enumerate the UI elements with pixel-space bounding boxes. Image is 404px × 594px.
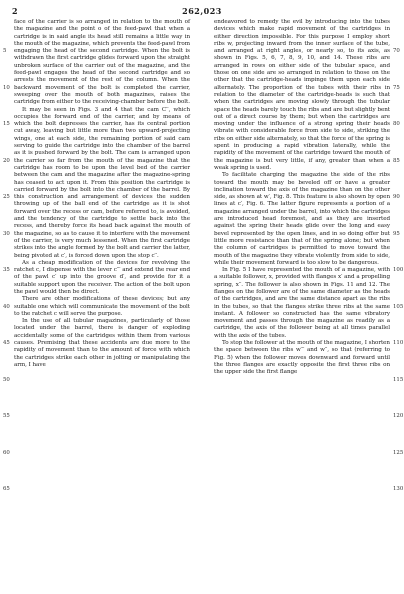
paragraph: To stop the follower at the mouth of the magazine, I shorten the space between the ribs w′′′ and w′′, so that (referring to Fig. 5) when the follower moves downward and forward until the three flanges are exactly opposite the first three ribs on the upper side the first flange xyxy=(214,340,390,376)
line-number: 45 xyxy=(3,340,10,346)
line-number: 125 xyxy=(393,450,404,456)
paragraph: In the use of all tubular magazines, particularly of those located under the barrel, there is danger of exploding accidentally some of the cartridges within them from various causes. Premising that these accidents are due more to the rapidity of movement than to the amount of force with which the cartridges strike each other in jolting or manipulating the arm, I have xyxy=(14,318,190,368)
paragraph: To facilitate charging the magazine the side of the ribs toward the mouth may be beveled off or have a greater inclination toward the axis of the magazine than on the other side, as shown at w′, Fig. 8. This feature is also shown by open lines at c′, Fig. 6. The latter figure represents a portion of a magazine arranged under the barrel, into which the cartridges are introduced head foremost, and as they are inserted against the spring their heads glide over the long and easy bevel represented by the open lines, and in so doing offer but little more resistance than that of the spring alone; but when the column of cartridges is permitted to move toward the mouth of the magazine they vibrate violently from side to side, while their movement forward is too slow to be dangerous. xyxy=(214,172,390,266)
line-number: 60 xyxy=(3,450,10,456)
paragraph: In Fig. 5 I have represented the mouth of a magazine, with a suitable follower, x, provided with flanges x′ and a propelling spring, x′′. The follower is also shown in Figs. 11 and 12. The flanges on the follower are of the same diameter as the heads of the cartridges, and are the same distance apart as the ribs in the tubes, so that the flanges strike three ribs at the same instant. A follower so constructed has the same vibratory movement and passes through the magazine as readily as a cartridge, the axis of the follower being at all times parallel with the axis of the tubes. xyxy=(214,267,390,339)
line-number: 5 xyxy=(3,48,7,54)
line-number: 110 xyxy=(393,340,404,346)
line-number: 55 xyxy=(3,413,10,419)
line-number: 20 xyxy=(3,158,10,164)
paragraph: There are other modifications of these devices; but any suitable one which will communicate the movement of the bolt to the ratchet c will serve the purpose. xyxy=(14,296,190,317)
paragraph: face of the carrier is so arranged in relation to the mouth of the magazine and the point o of the feed-pawl that when a cartridge is in said angle its head still remains a little way in the mouth of the magazine, which prevents the feed-pawl from engaging the head of the second cartridge. When the bolt is withdrawn the first cartridge glides forward upon the straight unbroken surface of the carrier out of the magazine, and the feed-pawl engages the head of the second cartridge and so arrests the movement of the rest of the column. When the backward movement of the bolt is completed the carrier, sweeping over the mouth of both magazines, raises the cartridge from either to the receiving-chamber before the bolt. xyxy=(14,19,190,106)
line-number: 90 xyxy=(393,194,400,200)
line-number: 10 xyxy=(3,85,10,91)
line-number: 95 xyxy=(393,231,400,237)
line-number: 80 xyxy=(393,121,400,127)
line-number: 120 xyxy=(393,413,404,419)
line-number: 75 xyxy=(393,85,400,91)
line-number: 30 xyxy=(3,231,10,237)
line-number: 130 xyxy=(393,486,404,492)
paragraph: It may be seen in Figs. 3 and 4 that the cam C′′, which occupies the forward end of the carrier, and by means of which the bolt depresses the carrier, has its central portion cut away, leaving but little more than two upward-projecting wings, one at each side, the remaining portion of said cam serving to guide the cartridge into the chamber of the barrel as it is pushed forward by the bolt. The cam is arranged upon the carrier so far from the mouth of the magazine that the cartridge has room to be upon the level bed of the carrier between the cam and the magazine after the magazine-spring has ceased to act upon it. From this position the cartridge is carried forward by the bolt into the chamber of the barrel. By this construction and arrangement of devices the sudden throwing up of the ball end of the cartridge as it is shot forward over the recess or cam, before referred to, is avoided, and the tendency of the cartridge to settle back into the recess, and thereby force its head back against the mouth of the magazine, so as to cause it to interfere with the movement of the carrier, is very much lessened. When the first cartridge strikes into the angle formed by the bolt and carrier the latter, being pivoted at c′, is forced down upon the stop c′′. xyxy=(14,106,190,259)
line-number: 70 xyxy=(393,48,400,54)
left-text-column xyxy=(14,19,190,369)
patent-number: 262,023 xyxy=(182,6,222,16)
right-text-column xyxy=(214,19,390,377)
line-number: 15 xyxy=(3,121,10,127)
line-number: 85 xyxy=(393,158,400,164)
page-number: 2 xyxy=(12,6,18,16)
line-number: 25 xyxy=(3,194,10,200)
line-number: 50 xyxy=(3,377,10,383)
paragraph: endeavored to remedy the evil by introducing into the tubes devices which make rapid movement of the cartridges in either direction impossible. For this purpose I employ short ribs w, projecting inward from the inner surface of the tube, and arranged at right angles, or nearly so, to its axis, as shown in Figs. 5, 6, 7, 8, 9, 10, and 14. These ribs are arranged in rows on either side of the tubular space, and those on one side are so arranged in relation to those on the other that the cartridge-heads impinge them upon each side alternately. The proportion of the tubes with their ribs in relation to the diameter of the cartridge-heads is such that when the cartridges are moving slowly through the tubular space the heads barely touch the ribs and are but slightly bent out of a direct course by them; but when the cartridges are moving under the influence of a strong spring their heads vibrate with considerable force from side to side, striking the ribs on either side alternately, so that the force of the spring is spent in producing a rapid vibration laterally, while the rapidity of the movement of the cartridge toward the mouth of the magazine is but very little, if any, greater than when a weak spring is used. xyxy=(214,19,390,171)
line-number: 40 xyxy=(3,304,10,310)
line-number: 105 xyxy=(393,304,404,310)
paragraph: As a cheap modification of the devices for revolving the ratchet c, I dispense with the lever c′′′ and extend the rear end of the pawl c′ up into the groove d′, and provide for it a suitable support upon the receiver. The action of the bolt upon the pawl would then be direct. xyxy=(14,259,190,295)
line-number: 35 xyxy=(3,267,10,273)
line-number: 115 xyxy=(393,377,404,383)
line-number: 100 xyxy=(393,267,404,273)
line-number: 65 xyxy=(3,486,10,492)
